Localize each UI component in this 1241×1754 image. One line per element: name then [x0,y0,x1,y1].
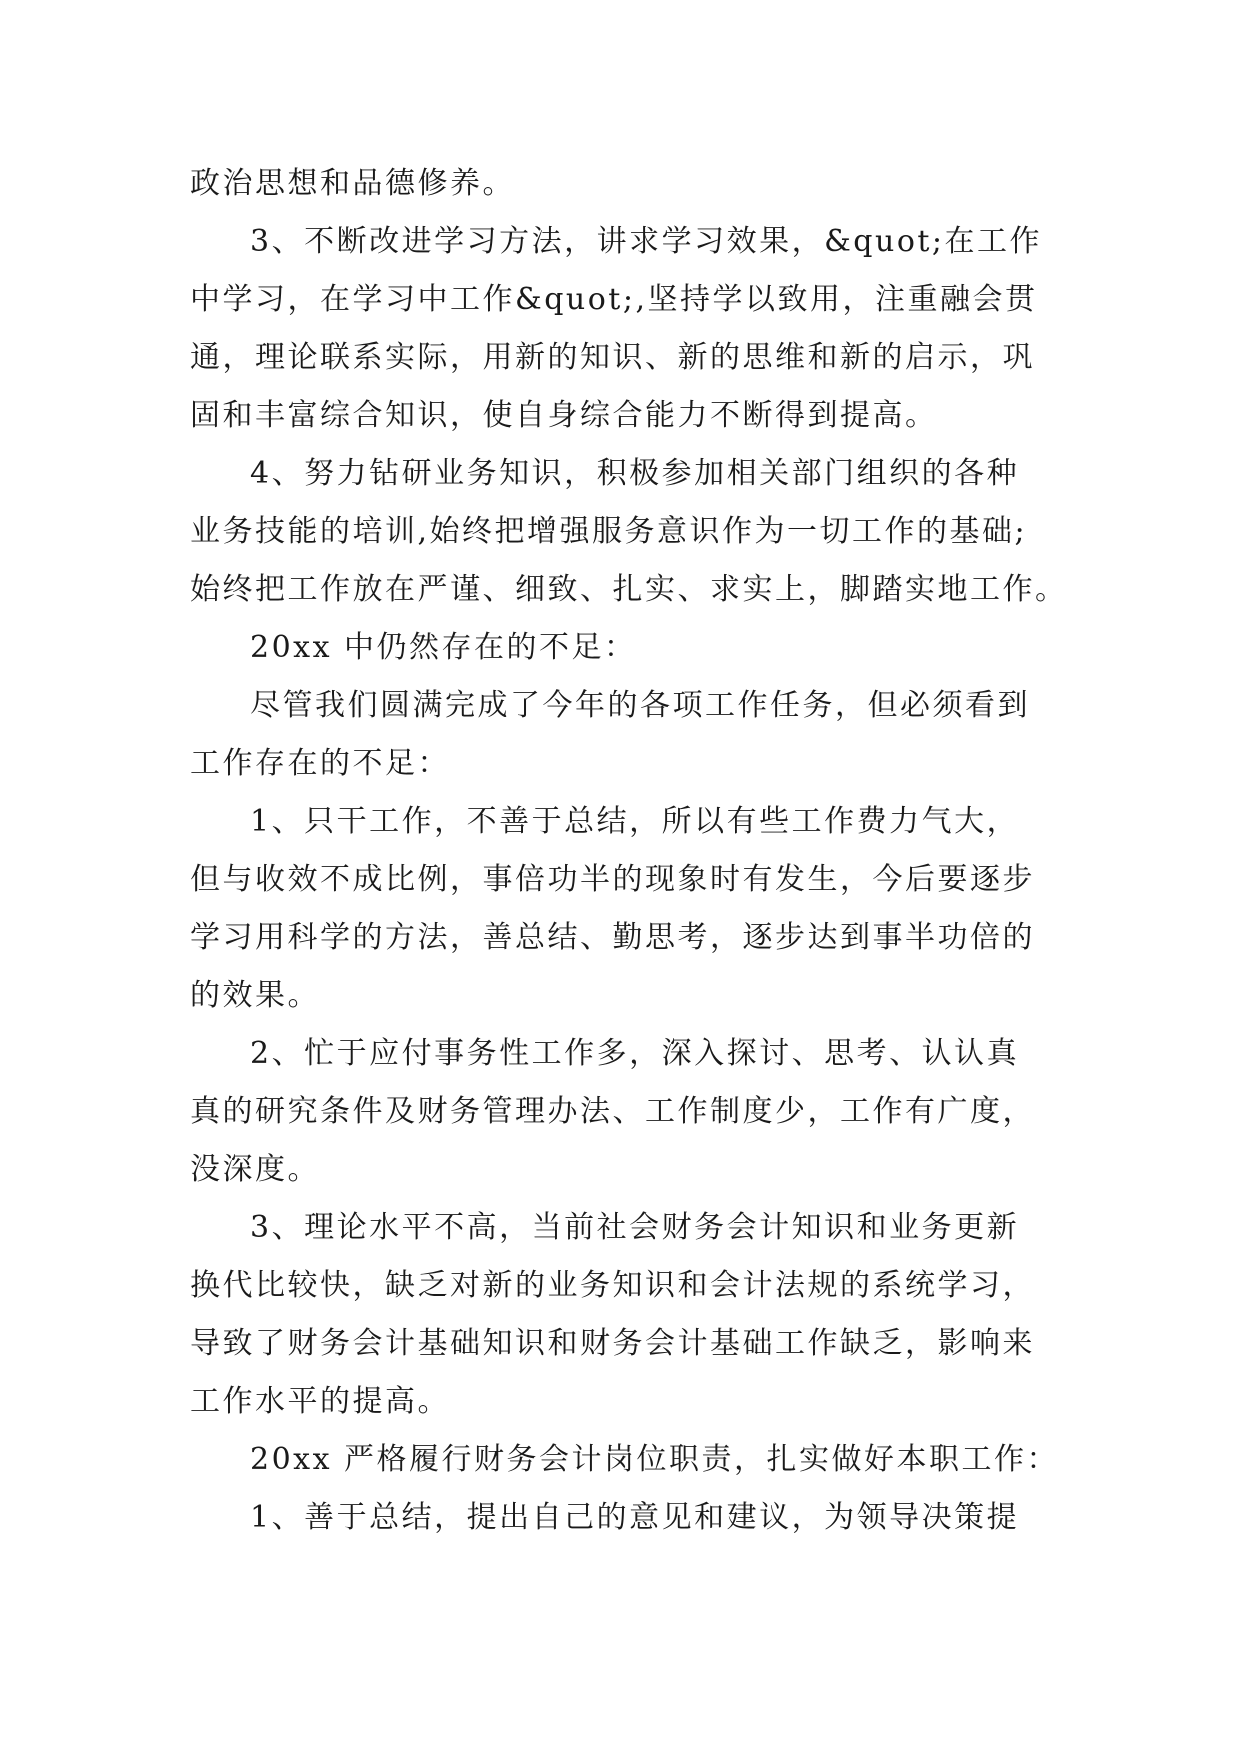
text-line: 4、努力钻研业务知识，积极参加相关部门组织的各种 [250,456,1020,491]
text-line: 20xx 中仍然存在的不足： [250,630,637,665]
text-line: 业务技能的培训,始终把增强服务意识作为一切工作的基础; [190,514,1028,549]
text-line: 固和丰富综合知识，使自身综合能力不断得到提高。 [190,398,938,433]
text-line: 始终把工作放在严谨、细致、扎实、求实上，脚踏实地工作。 [190,572,1068,607]
text-line: 尽管我们圆满完成了今年的各项工作任务，但必须看到 [250,688,1030,723]
text-line: 学习用科学的方法，善总结、勤思考，逐步达到事半功倍的 [190,920,1035,955]
text-line: 3、理论水平不高，当前社会财务会计知识和业务更新 [250,1210,1020,1245]
text-line: 的效果。 [190,978,320,1013]
text-line: 1、善于总结，提出自己的意见和建议，为领导决策提 [250,1500,1020,1535]
text-line: 真的研究条件及财务管理办法、工作制度少，工作有广度， [190,1094,1035,1129]
text-line: 3、不断改进学习方法，讲求学习效果，&quot;在工作 [250,224,1043,259]
document-body [190,155,1070,1547]
text-line: 工作水平的提高。 [190,1384,450,1419]
text-line: 20xx 严格履行财务会计岗位职责，扎实做好本职工作： [250,1442,1060,1477]
text-line: 通，理论联系实际，用新的知识、新的思维和新的启示，巩 [190,340,1035,375]
text-line: 工作存在的不足： [190,746,450,781]
text-line: 导致了财务会计基础知识和财务会计基础工作缺乏，影响来 [190,1326,1035,1361]
text-line: 政治思想和品德修养。 [190,166,515,201]
text-line: 中学习，在学习中工作&quot;,坚持学以致用，注重融会贯 [190,282,1038,317]
text-line: 没深度。 [190,1152,320,1187]
text-line: 但与收效不成比例，事倍功半的现象时有发生，今后要逐步 [190,862,1035,897]
text-line: 换代比较快，缺乏对新的业务知识和会计法规的系统学习， [190,1268,1035,1303]
text-line: 1、只干工作，不善于总结，所以有些工作费力气大， [250,804,1020,839]
text-line: 2、忙于应付事务性工作多，深入探讨、思考、认认真 [250,1036,1020,1071]
